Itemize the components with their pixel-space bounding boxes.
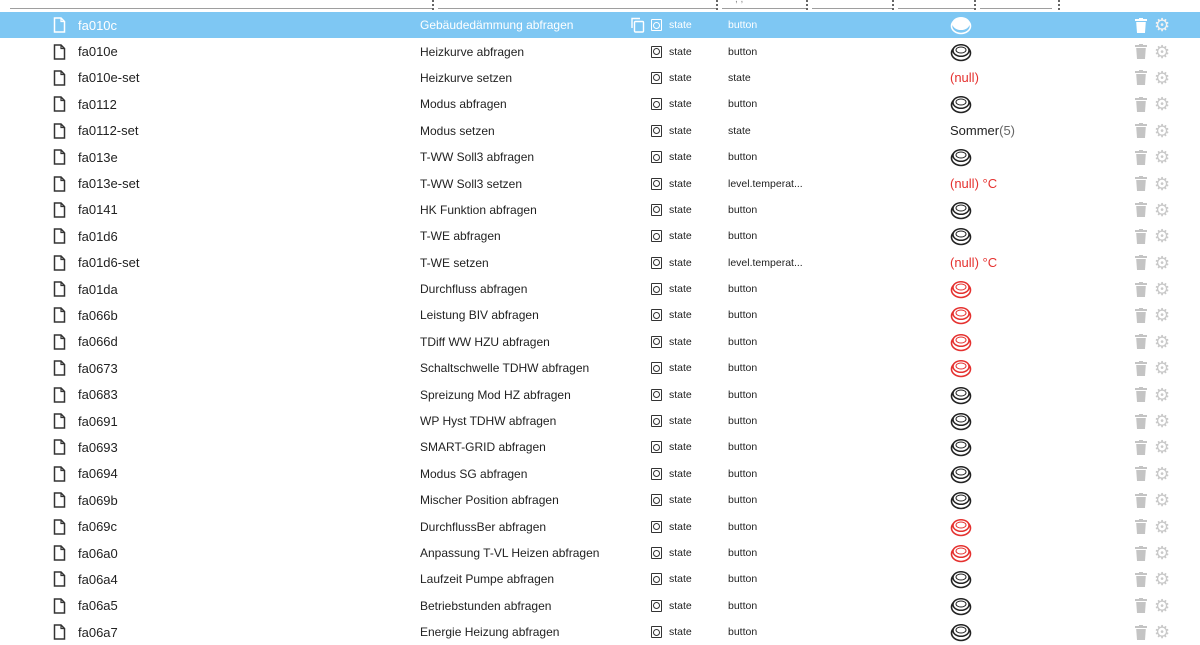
column-resize-handle[interactable] [1058,0,1062,10]
object-id[interactable]: fa01d6-set [78,255,140,271]
trash-icon[interactable] [1135,355,1147,381]
object-name[interactable]: Leistung BIV abfragen [420,308,539,323]
column-filter-bar [0,0,1200,12]
filter-underline-role[interactable] [812,8,892,9]
object-role[interactable]: button [728,573,758,586]
state-type-icon [651,434,662,460]
file-icon [53,329,66,355]
state-type-icon [651,197,662,223]
table-row[interactable] [0,38,1200,64]
state-type-icon [651,118,662,144]
object-table [0,12,1200,645]
push-button-icon[interactable] [950,434,972,460]
trash-icon[interactable] [1135,566,1147,592]
gear-icon[interactable]: ⚙ [1154,516,1171,537]
object-type: state [669,626,692,639]
file-icon [53,513,66,539]
trash-icon[interactable] [1135,329,1147,355]
state-type-icon [651,381,662,407]
object-role[interactable]: button [728,151,758,164]
file-icon [53,487,66,513]
state-type-icon [651,566,662,592]
gear-icon[interactable]: ⚙ [1154,147,1171,168]
object-value[interactable] [950,170,997,196]
object-type: state [669,415,692,428]
column-resize-handle[interactable] [716,0,720,10]
table-row[interactable] [0,223,1200,249]
object-role[interactable]: button [728,45,758,58]
trash-icon[interactable] [1135,593,1147,619]
table-row[interactable] [0,250,1200,276]
object-role[interactable]: button [728,98,758,111]
table-row[interactable] [0,276,1200,302]
copy-icon[interactable] [630,12,645,38]
object-role[interactable]: state [728,71,751,84]
push-button-icon[interactable] [950,355,972,381]
filter-underline-name[interactable] [438,8,716,9]
object-name[interactable]: T-WW Soll3 setzen [420,176,523,191]
push-button-icon[interactable] [950,38,972,64]
object-id[interactable]: fa06a4 [78,571,118,587]
object-role[interactable]: button [728,230,758,243]
push-button-icon[interactable] [950,540,972,566]
file-icon [53,250,66,276]
push-button-icon[interactable] [950,197,972,223]
object-name[interactable]: SMART-GRID abfragen [420,440,546,455]
file-icon [53,619,66,645]
object-type: state [669,335,692,348]
filter-underline-room[interactable] [898,8,974,9]
object-name[interactable]: WP Hyst TDHW abfragen [420,414,557,429]
object-role[interactable]: state [728,124,751,137]
gear-icon[interactable]: ⚙ [1154,569,1171,590]
object-id[interactable]: fa0141 [78,202,118,218]
column-resize-handle[interactable] [892,0,896,10]
table-row[interactable] [0,461,1200,487]
gear-icon[interactable]: ⚙ [1154,41,1171,62]
trash-icon[interactable] [1135,540,1147,566]
file-icon [53,12,66,38]
table-row[interactable] [0,170,1200,196]
table-row[interactable] [0,619,1200,645]
object-role[interactable]: button [728,599,758,612]
file-icon [53,593,66,619]
state-type-icon [651,144,662,170]
object-id[interactable]: fa0693 [78,439,118,455]
gear-icon[interactable]: ⚙ [1154,411,1171,432]
push-button-icon[interactable] [950,566,972,592]
table-row[interactable] [0,355,1200,381]
trash-icon[interactable] [1135,65,1147,91]
gear-icon[interactable]: ⚙ [1154,67,1171,88]
object-type: state [669,388,692,401]
push-button-icon[interactable] [950,461,972,487]
file-icon [53,65,66,91]
object-name[interactable]: Modus SG abfragen [420,466,528,481]
object-name[interactable]: Laufzeit Pumpe abfragen [420,572,555,587]
state-type-icon [651,302,662,328]
push-button-icon[interactable] [950,223,972,249]
trash-icon[interactable] [1135,408,1147,434]
object-id[interactable]: fa06a0 [78,545,118,561]
object-type: state [669,256,692,269]
trash-icon[interactable] [1135,118,1147,144]
object-role[interactable]: button [728,467,758,480]
object-name[interactable]: Durchfluss abfragen [420,282,528,297]
file-icon [53,566,66,592]
push-button-icon[interactable] [950,144,972,170]
object-type: state [669,309,692,322]
trash-icon[interactable] [1135,381,1147,407]
object-value[interactable] [950,118,1015,144]
object-role[interactable]: button [728,309,758,322]
object-value[interactable] [950,250,997,276]
trash-icon[interactable] [1135,170,1147,196]
object-name[interactable]: Modus setzen [420,123,495,138]
table-row[interactable] [0,197,1200,223]
column-resize-handle[interactable] [806,0,810,10]
state-type-icon [651,355,662,381]
state-type-icon [651,170,662,196]
value-text: Sommer [950,123,1000,139]
object-role[interactable]: button [728,283,758,296]
trash-icon[interactable] [1135,619,1147,645]
state-type-icon [651,513,662,539]
push-button-icon[interactable] [950,329,972,355]
object-type: state [669,203,692,216]
object-name[interactable]: Heizkurve setzen [420,70,513,85]
object-id[interactable]: fa069c [78,519,118,535]
trash-icon[interactable] [1135,223,1147,249]
trash-icon[interactable] [1135,513,1147,539]
object-name[interactable]: T-WE setzen [420,255,489,270]
state-type-icon [651,329,662,355]
object-type: state [669,573,692,586]
file-icon [53,355,66,381]
object-name[interactable]: HK Funktion abfragen [420,202,537,217]
object-type: state [669,98,692,111]
state-type-icon [651,12,662,38]
gear-icon[interactable]: ⚙ [1154,94,1171,115]
state-type-icon [651,408,662,434]
object-id[interactable]: fa010e [78,44,118,60]
trash-icon[interactable] [1135,302,1147,328]
object-id[interactable]: fa01d6 [78,228,118,244]
file-icon [53,381,66,407]
object-id[interactable]: fa010e-set [78,70,140,86]
file-icon [53,91,66,117]
table-row[interactable] [0,540,1200,566]
object-name[interactable]: Anpassung T-VL Heizen abfragen [420,546,600,560]
value-text: (null) °C [950,176,998,192]
gear-icon[interactable]: ⚙ [1154,120,1171,141]
object-type: state [669,19,692,32]
gear-icon[interactable]: ⚙ [1154,622,1171,643]
file-icon [53,276,66,302]
state-type-icon [651,276,662,302]
file-icon [53,170,66,196]
object-type: state [669,177,692,190]
object-id[interactable]: fa010c [78,17,118,33]
object-id[interactable]: fa066b [78,307,118,323]
table-row[interactable] [0,487,1200,513]
gear-icon[interactable]: ⚙ [1154,15,1171,36]
trash-icon[interactable] [1135,38,1147,64]
object-role[interactable]: button [728,441,758,454]
table-row[interactable] [0,381,1200,407]
gear-icon[interactable]: ⚙ [1154,543,1171,563]
trash-icon[interactable] [1135,461,1147,487]
column-resize-handle[interactable] [974,0,978,10]
table-row[interactable] [0,566,1200,592]
push-button-icon[interactable] [950,513,972,539]
object-value[interactable] [950,65,979,91]
object-id[interactable]: fa0691 [78,413,118,429]
trash-icon[interactable] [1135,144,1147,170]
object-name[interactable]: Mischer Position abfragen [420,493,559,508]
object-type: state [669,441,692,454]
object-id[interactable]: fa0112 [78,96,117,112]
gear-icon[interactable]: ⚙ [1154,199,1171,220]
object-id[interactable]: fa06a7 [78,624,118,640]
object-name[interactable]: Betriebstunden abfragen [420,598,552,613]
gear-icon[interactable]: ⚙ [1154,490,1171,511]
object-id[interactable]: fa066d [78,334,118,350]
object-role[interactable]: button [728,388,758,401]
object-role[interactable]: level.temperat... [728,256,803,269]
push-button-icon[interactable] [950,91,972,117]
trash-icon[interactable] [1135,276,1147,302]
object-name[interactable]: T-WW Soll3 abfragen [420,150,535,165]
object-name[interactable]: Energie Heizung abfragen [420,625,560,640]
table-row[interactable] [0,513,1200,539]
value-number: (5) [999,123,1016,139]
push-button-icon[interactable] [950,302,972,328]
object-id[interactable]: fa06a5 [78,598,118,614]
file-icon [53,408,66,434]
object-role[interactable]: button [728,415,758,428]
object-role[interactable]: button [728,626,758,639]
object-role[interactable]: button [728,362,758,375]
push-button-icon[interactable] [950,593,972,619]
object-role[interactable]: button [728,335,758,348]
filter-underline-type[interactable] [722,8,806,9]
trash-icon[interactable] [1135,434,1147,460]
table-row[interactable] [0,144,1200,170]
state-type-icon [651,487,662,513]
object-role[interactable]: button [728,520,758,533]
object-id[interactable]: fa0112-set [78,123,139,139]
object-role[interactable]: button [728,547,758,559]
object-name[interactable]: Modus abfragen [420,97,507,112]
gear-icon[interactable]: ⚙ [1154,595,1171,616]
push-button-icon[interactable] [950,487,972,513]
table-row[interactable] [0,434,1200,460]
state-type-icon [651,461,662,487]
object-role[interactable]: button [728,19,758,32]
object-name[interactable]: Heizkurve abfragen [420,44,525,59]
gear-icon[interactable]: ⚙ [1154,226,1171,247]
object-type: state [669,151,692,164]
state-type-icon [651,540,662,566]
state-type-icon [651,593,662,619]
gear-icon[interactable]: ⚙ [1154,279,1171,300]
object-id[interactable]: fa013e [78,149,118,165]
object-type: state [669,547,692,559]
object-name[interactable]: TDiff WW HZU abfragen [420,334,550,349]
object-type: state [669,45,692,58]
object-id[interactable]: fa0673 [78,360,118,376]
table-row[interactable] [0,91,1200,117]
file-icon [53,144,66,170]
gear-icon[interactable]: ⚙ [1154,463,1171,484]
object-name[interactable]: DurchflussBer abfragen [420,519,547,534]
file-icon [53,197,66,223]
file-icon [53,302,66,328]
table-row[interactable] [0,408,1200,434]
object-id[interactable]: fa069b [78,492,118,508]
gear-icon[interactable]: ⚙ [1154,305,1171,326]
object-role[interactable]: button [728,203,758,216]
state-type-icon [651,65,662,91]
object-type: state [669,230,692,243]
table-row[interactable] [0,12,1200,38]
object-id[interactable]: fa013e-set [78,176,140,192]
state-type-icon [651,91,662,117]
trash-icon[interactable] [1135,197,1147,223]
table-row[interactable] [0,593,1200,619]
object-id[interactable]: fa01da [78,281,118,297]
filter-underline-function[interactable] [980,8,1052,9]
object-type: state [669,467,692,480]
object-role[interactable]: level.temperat... [728,177,803,190]
push-button-icon[interactable] [950,619,972,645]
gear-icon[interactable]: ⚙ [1154,384,1171,405]
object-name[interactable]: T-WE abfragen [420,229,501,244]
file-icon [53,223,66,249]
file-icon [53,461,66,487]
table-row[interactable] [0,302,1200,328]
trash-icon[interactable] [1135,91,1147,117]
gear-icon[interactable]: ⚙ [1154,358,1171,379]
object-role[interactable]: button [728,494,758,507]
column-resize-handle[interactable] [432,0,436,10]
table-row[interactable] [0,118,1200,144]
object-id[interactable]: fa0694 [78,466,118,482]
gear-icon[interactable]: ⚙ [1154,173,1171,194]
object-id[interactable]: fa0683 [78,387,118,403]
file-icon [53,38,66,64]
push-button-icon[interactable] [950,12,972,38]
object-type: state [669,520,692,533]
table-row[interactable] [0,65,1200,91]
value-text: (null) °C [950,255,998,271]
trash-icon[interactable] [1135,250,1147,276]
gear-icon[interactable]: ⚙ [1154,331,1171,352]
push-button-icon[interactable] [950,408,972,434]
object-type: state [669,599,692,612]
object-type: state [669,71,692,84]
value-text: (null) [950,70,979,86]
object-type: state [669,124,692,137]
state-type-icon [651,250,662,276]
state-type-icon [651,223,662,249]
object-name[interactable]: Schaltschwelle TDHW abfragen [420,361,590,376]
gear-icon[interactable]: ⚙ [1154,252,1171,273]
trash-icon[interactable] [1135,487,1147,513]
file-icon [53,540,66,566]
trash-icon[interactable] [1135,12,1147,38]
gear-icon[interactable]: ⚙ [1154,437,1171,458]
state-type-icon [651,38,662,64]
object-type: state [669,494,692,507]
file-icon [53,118,66,144]
object-type: state [669,362,692,375]
push-button-icon[interactable] [950,276,972,302]
object-type: state [669,283,692,296]
object-name[interactable]: Gebäudedämmung abfragen [420,18,574,33]
table-row[interactable] [0,329,1200,355]
object-name[interactable]: Spreizung Mod HZ abfragen [420,387,571,402]
push-button-icon[interactable] [950,381,972,407]
state-type-icon [651,619,662,645]
filter-underline-id[interactable] [10,8,434,9]
file-icon [53,434,66,460]
